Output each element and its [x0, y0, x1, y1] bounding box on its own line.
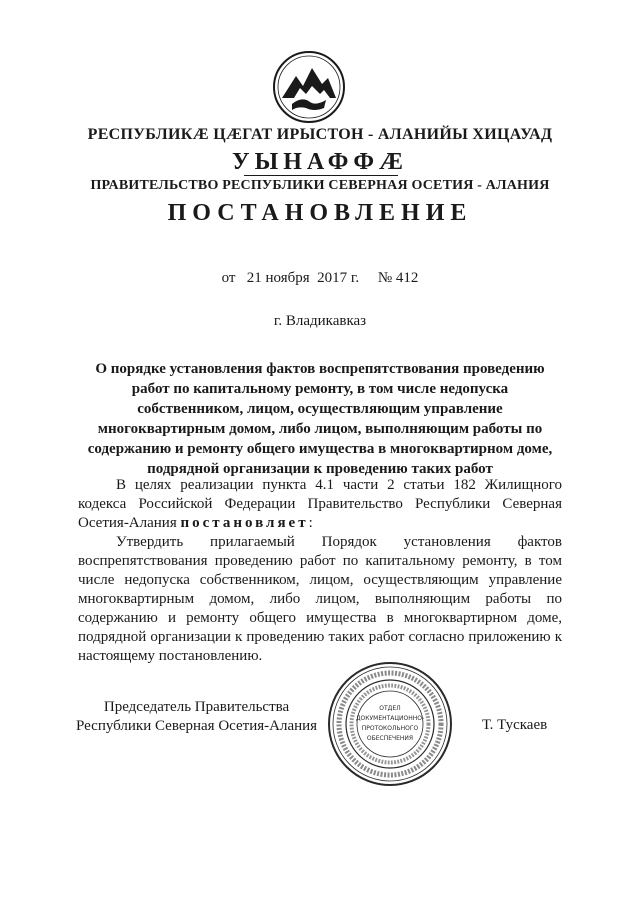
- decree-ossetian-heading: УЫНАФФӔ: [232, 149, 408, 175]
- body-line: [78, 514, 562, 533]
- seal-inner-text: ОТДЕЛ: [379, 705, 401, 712]
- body-line: В целях реализации пункта 4.1 части 2 статьи 182 Жилищного: [116, 477, 562, 493]
- republic-ossetian-heading: РЕСПУБЛИКӔ ЦӔГАТ ИРЫСТОН - АЛАНИЙЫ ХИЦАУАД: [87, 126, 553, 143]
- signatory-position-line: Республики Северная Осетия-Алания: [76, 718, 318, 734]
- decree-city: г. Владикавказ: [273, 313, 367, 329]
- resolves-keyword: постановляет: [180, 515, 309, 531]
- body-line: воспрепятствования проведению работ по капитальному ремонту, в том: [78, 553, 562, 569]
- title-line: О порядке установления фактов воспрепятствования проведению: [95, 361, 545, 377]
- body-line: кодекса Российской Федерации Правительство Республики Северная: [78, 496, 562, 512]
- title-line: собственником, лицом, осуществляющим управление: [137, 401, 503, 417]
- signatory-position: [76, 698, 317, 736]
- decree-russian-heading: ПОСТАНОВЛЕНИЕ: [167, 200, 473, 226]
- body-line: настоящему постановлению.: [78, 648, 263, 664]
- body-text: :: [308, 515, 313, 531]
- body-text: Осетия-Алания: [78, 515, 181, 531]
- official-stamp-seal-icon: [326, 660, 454, 788]
- seal-inner-text: ОБЕСПЕЧЕНИЯ: [366, 735, 414, 742]
- body-line: содержанию и ремонту общего имущества в многоквартирном доме,: [78, 610, 562, 626]
- body-line: подрядной организации к проведению таких работ согласно приложению к: [78, 629, 562, 645]
- body-line: многоквартирным домом, либо лицом, выполняющим работы по: [78, 591, 562, 607]
- title-line: подрядной организации к проведению таких работ: [147, 461, 493, 477]
- title-line: многоквартирным домом, либо лицом, выполняющим работы по: [97, 421, 543, 437]
- decree-body: [78, 476, 562, 666]
- title-line: содержанию и ремонту общего имущества в многоквартирном доме,: [87, 441, 553, 457]
- decree-title: [60, 359, 580, 479]
- title-line: работ по капитальному ремонту, в том числе недопуска: [131, 381, 509, 397]
- signatory-position-line: Председатель Правительства: [103, 699, 290, 715]
- coat-of-arms-emblem-icon: [272, 50, 346, 124]
- body-line: Утвердить прилагаемый Порядок установления фактов: [116, 534, 562, 550]
- decree-date-number: от 21 ноября 2017 г. № 412: [221, 270, 419, 286]
- seal-inner-text: ПРОТОКОЛЬНОГО: [361, 725, 419, 732]
- heading-divider: [244, 175, 398, 176]
- government-russian-heading: ПРАВИТЕЛЬСТВО РЕСПУБЛИКИ СЕВЕРНАЯ ОСЕТИЯ - АЛАНИЯ: [90, 178, 550, 193]
- signatory-name: Т. Тускаев: [482, 717, 548, 733]
- body-line: числе недопуска собственником, лицом, осуществляющим управление: [78, 572, 562, 588]
- seal-inner-text: ДОКУМЕНТАЦИОННО-: [355, 715, 425, 722]
